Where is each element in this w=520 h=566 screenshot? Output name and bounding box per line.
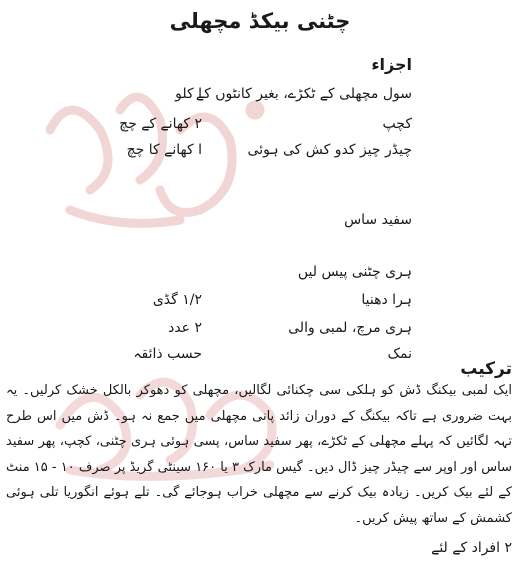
chutney-item-name: ہری مرچ، لمبی والی: [288, 320, 412, 336]
chutney-item-qty: ۱/۲ گڈی: [152, 292, 202, 308]
ingredient-qty: ۲ کھانے کے چچ: [119, 116, 202, 132]
method-text: [6, 378, 512, 531]
ingredient-name: سول مچھلی کے ٹکڑے، بغیر کانٹوں کے: [195, 86, 412, 102]
recipe-title: چٹنی بیکڈ مچھلی: [169, 9, 351, 33]
chutney-item-name: ہرا دھنیا: [361, 292, 412, 308]
method-paragraph: ایک لمبی بیکنگ ڈش کو ہلکی سی چکنائی لگالیں، مچھلی کو دھوکر بالکل خشک کرلیں۔ یہ بہت ضروری ہے تاکہ بیکنگ کے دوران زائد پانی مچھلی میں جمع نہ ہو۔ ڈش میں اس طرح تہہ لگائیں کہ پہلے مچھلی کے ٹکڑے، پھر سفید ساس، پسی ہوئی ہری چٹنی، کچپ، پھر سفید ساس اور اوپر سے چیڈر چیز ڈال دیں۔ گیس مارک ۳ یا ۱۶۰ سینٹی گریڈ پر صرف ۱۰ - ۱۵ منٹ کے لئے بیک کریں۔ زیادہ بیک کرنے سے مچھلی خراب ہوجائے گی۔ تلے ہوئے انگوریا تلی ہوئی کشمش کے ساتھ پیش کریں۔: [6, 383, 512, 526]
chutney-item-qty: ۲ عدد: [168, 320, 202, 336]
chutney-item-name: نمک: [387, 346, 412, 362]
ingredient-qty: ا کلو: [175, 86, 202, 102]
ingredient-name: چیڈر چیز کدو کش کی ہوئی: [247, 142, 412, 158]
chutney-item-qty: حسب ذائقہ: [133, 346, 202, 362]
chutney-heading: ہری چٹنی پیس لیں: [297, 264, 412, 280]
ingredient-qty: ا کھانے کا چچ: [126, 142, 202, 158]
ingredient-name: کچپ: [382, 116, 412, 132]
ingredients-heading: اجزاء: [371, 55, 412, 74]
serves-note: ۲ افراد کے لئے: [431, 540, 512, 556]
ingredient-name: سفید ساس: [344, 212, 412, 228]
method-heading: ترکیب: [460, 359, 512, 379]
